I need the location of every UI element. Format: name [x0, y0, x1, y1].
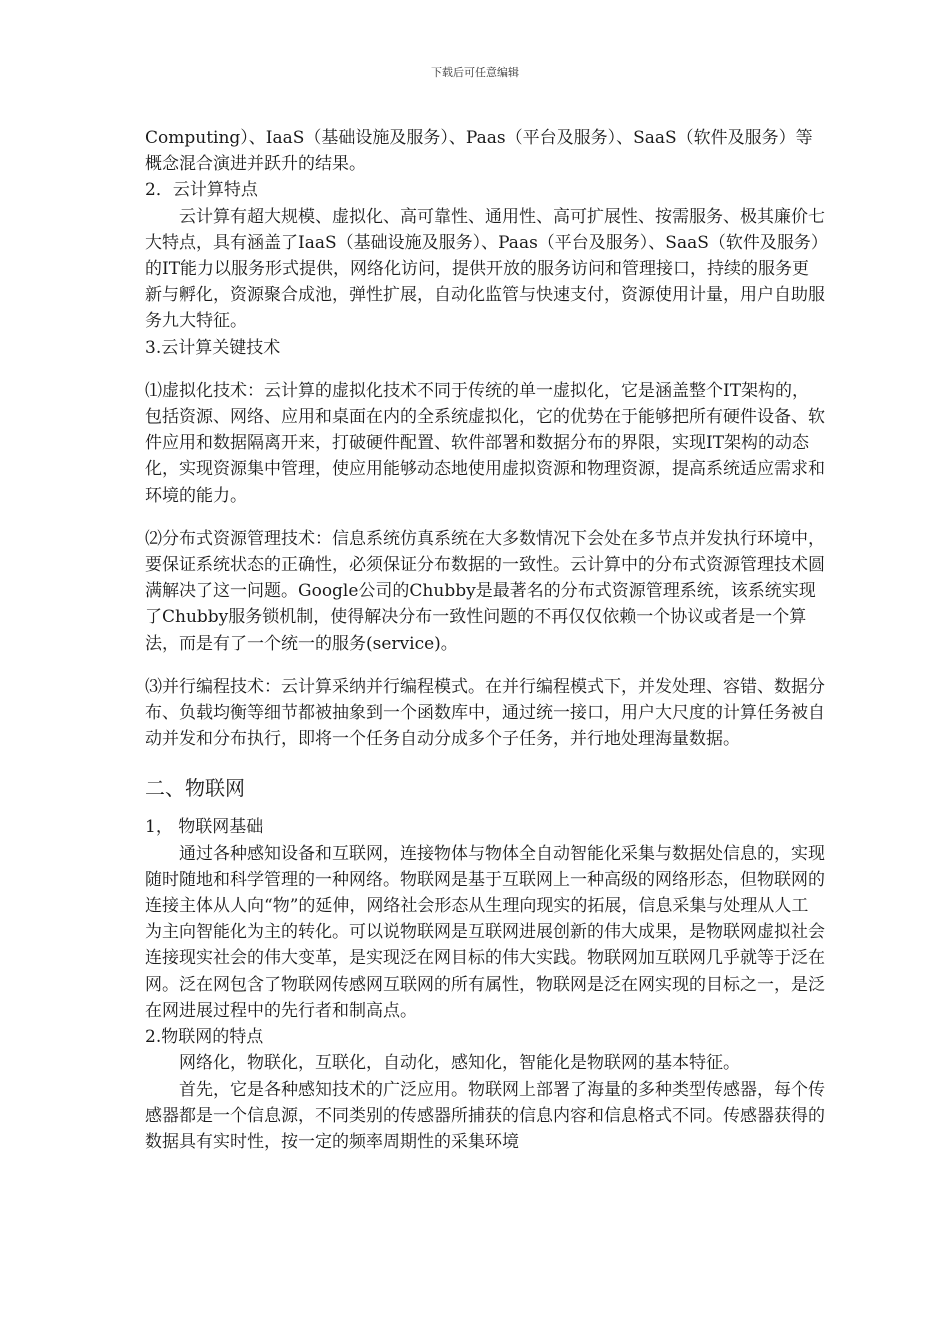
cloud-tech-parallel: ⑶并行编程技术：云计算采纳并行编程模式。在并行编程模式下，并发处理、容错、数据分布、负载均衡等细节都被抽象到一个函数库中，通过统一接口，用户大尺度的计算任务被自动并发和分布执行，即将一个任务自动分成多个子任务，并行地处理海量数据。 — [145, 676, 825, 750]
spacer — [145, 509, 825, 526]
page-header: 下载后可任意编辑 — [431, 66, 519, 79]
spacer — [145, 657, 825, 674]
spacer — [145, 752, 825, 774]
iot-basics-paragraph: 通过各种感知设备和互联网，连接物体与物体全自动智能化采集与数据处信息的，实现随时随地和科学管理的一种网络。物联网是基于互联网上一种高级的网络形态，但物联网的连接主体从人向“物”的延伸，网络社会形态从生理向现实的拓展，信息采集与处理从人工为主向智能化为主的转化。可以说物联网是互联网进展创新的伟大成果，是物联网虚拟社会连接现实社会的伟大变革，是实现泛在网目标的伟大实践。物联网加互联网几乎就等于泛在网。泛在网包含了物联网传感网互联网的所有属性，物联网是泛在网实现的目标之一，是泛在网进展过程中的先行者和制高点。 — [145, 843, 825, 1021]
cloud-features-heading: 2．云计算特点 — [145, 180, 258, 201]
iot-section-title: 二、物联网 — [145, 776, 245, 801]
spacer — [145, 802, 825, 814]
cloud-tech-distributed: ⑵分布式资源管理技术：信息系统仿真系统在大多数情况下会处在多节点并发执行环境中，要保证系统状态的正确性，必须保证分布数据的一致性。云计算中的分布式资源管理技术圆满解决了这一问题。Google公司的Chubby是最著名的分布式资源管理系统，该系统实现了Chubby服务锁机制，使得解决分布一致性问题的不再仅仅依赖一个协议或者是一个算法，而是有了一个统一的服务(service)。 — [145, 528, 825, 654]
cloud-features-paragraph: 云计算有超大规模、虚拟化、高可靠性、通用性、高可扩展性、按需服务、极其廉价七大特点，具有涵盖了IaaS（基础设施及服务）、Paas（平台及服务）、SaaS（软件及服务）的IT能力以服务形式提供，网络化访问，提供开放的服务访问和管理接口，持续的服务更新与孵化，资源聚合成池，弹性扩展，自动化监管与快速支付，资源使用计量，用户自助服务九大特征。 — [145, 206, 825, 332]
cloud-intro-continuation: Computing）、IaaS（基础设施及服务）、Paas（平台及服务）、SaaS（软件及服务）等概念混合演进并跃升的结果。 — [145, 128, 813, 175]
cloud-tech-virtualization: ⑴虚拟化技术：云计算的虚拟化技术不同于传统的单一虚拟化，它是涵盖整个IT架构的，包括资源、网络、应用和桌面在内的全系统虚拟化，它的优势在于能够把所有硬件设备、软件应用和数据隔离开来，打破硬件配置、软件部署和数据分布的界限，实现IT架构的动态化，实现资源集中管理，使应用能够动态地使用虚拟资源和物理资源，提高系统适应需求和环境的能力。 — [145, 380, 825, 506]
iot-basics-heading: 1， 物联网基础 — [145, 817, 264, 838]
iot-features-heading: 2.物联网的特点 — [145, 1027, 264, 1048]
cloud-tech-heading: 3.云计算关键技术 — [145, 337, 281, 358]
iot-features-paragraph: 网络化，物联化，互联化，自动化，感知化，智能化是物联网的基本特征。 — [179, 1053, 740, 1074]
document-body — [145, 125, 825, 1155]
spacer — [145, 361, 825, 378]
iot-first-point-paragraph: 首先，它是各种感知技术的广泛应用。物联网上部署了海量的多种类型传感器，每个传感器都是一个信息源，不同类别的传感器所捕获的信息内容和信息格式不同。传感器获得的数据具有实时性，按一定的频率周期性的采集环境 — [145, 1079, 825, 1152]
